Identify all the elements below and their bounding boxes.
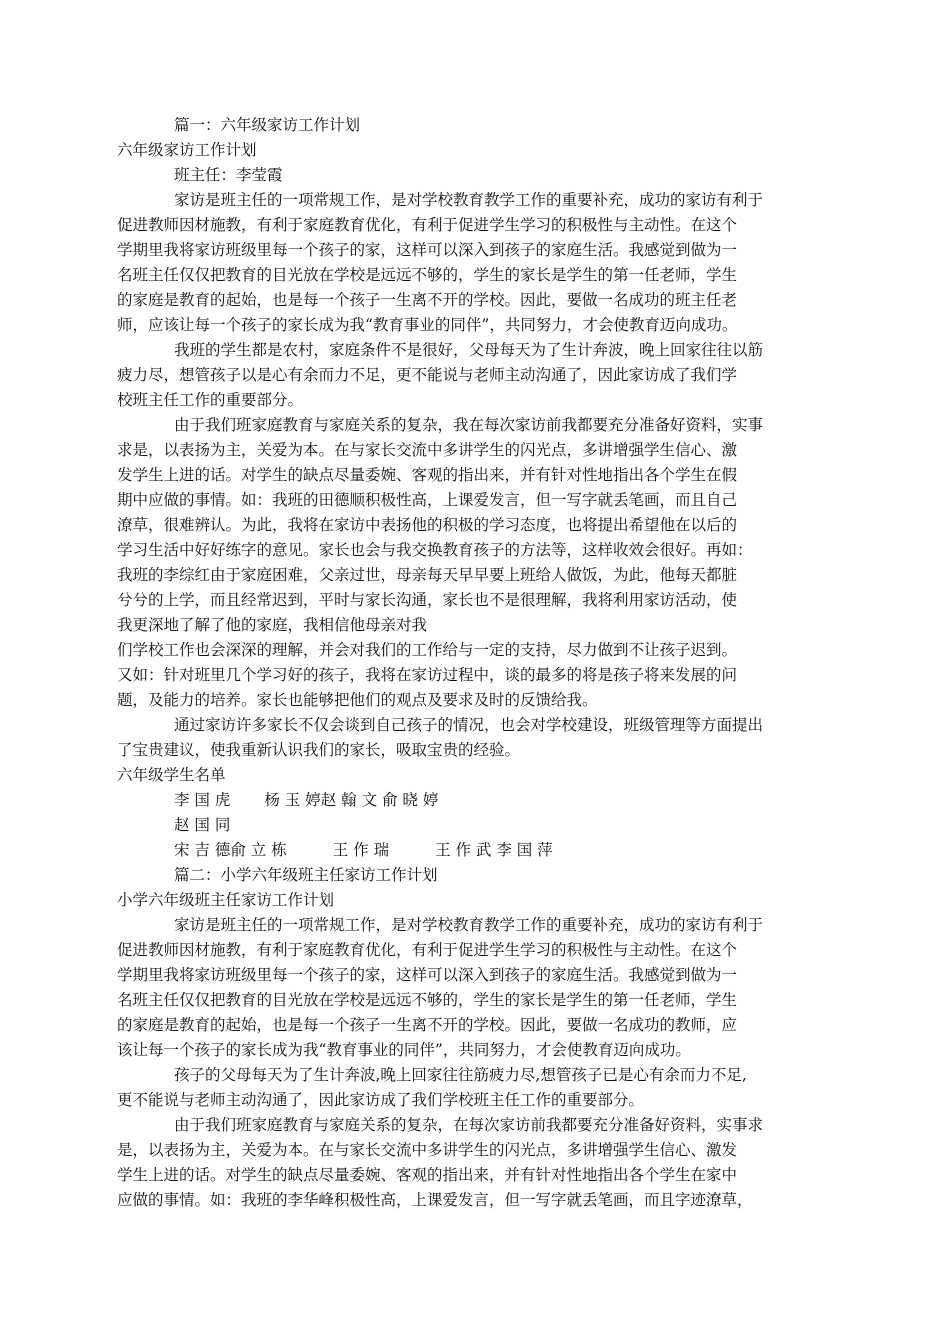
student-name: 王 作 武 李 国 萍 bbox=[435, 841, 553, 859]
text-line: 们学校工作也会深深的理解，并会对我们的工作给与一定的支持，尽力做到不让孩子迟到。 bbox=[117, 641, 738, 659]
paragraph bbox=[117, 188, 817, 338]
paragraph bbox=[117, 1063, 817, 1113]
paragraph bbox=[117, 913, 817, 1063]
student-name: 李 国 虎 bbox=[174, 791, 231, 809]
paragraph bbox=[117, 413, 817, 713]
text-line: 校班主任工作的重要部分。 bbox=[117, 391, 304, 409]
text-line: 求是，以表扬为主，关爱为本。在与家长交流中多讲学生的闪光点，多讲增强学生信心、激 bbox=[117, 441, 738, 459]
text-line: 又如：针对班里几个学习好的孩子，我将在家访过程中，谈的最多的将是孩子将来发展的问 bbox=[117, 666, 738, 684]
text-line: 我更深地了解了他的家庭，我相信他母亲对我 bbox=[117, 616, 428, 634]
student-name: 赵 国 同 bbox=[174, 816, 231, 834]
text-line: 家访是班主任的一项常规工作，是对学校教育教学工作的重要补充，成功的家访有利于 bbox=[174, 916, 764, 934]
student-name: 王 作 瑞 bbox=[332, 841, 390, 859]
student-name: 宋 吉 德俞 立 栋 bbox=[174, 841, 287, 859]
text-line: 潦草，很难辨认。为此，我将在家访中表扬他的积极的学习态度，也将提出希望他在以后的 bbox=[117, 516, 738, 534]
text-line: 了宝贵建议，使我重新认识我们的家长，吸取宝贵的经验。 bbox=[117, 741, 521, 759]
text-line: 兮兮的上学，而且经常迟到，平时与家长沟通，家长也不是很理解，我将利用家访活动，使 bbox=[117, 591, 738, 609]
text-line: 师，应该让每一个孩子的家长成为我“教育事业的同伴”，共同努力，才会使教育迈向成功。 bbox=[117, 316, 738, 334]
names-row bbox=[117, 813, 817, 838]
text-line: 疲力尽，想管孩子以是心有余而力不足，更不能说与老师主动沟通了，因此家访成了我们学 bbox=[117, 366, 738, 384]
text-line: 名班主任仅仅把教育的目光放在学校是远远不够的，学生的家长是学生的第一任老师，学生 bbox=[117, 266, 738, 284]
text-line: 通过家访许多家长不仅会谈到自己孩子的情况，也会对学校建设，班级管理等方面提出 bbox=[174, 716, 764, 734]
text-line: 该让每一个孩子的家长成为我“教育事业的同伴”，共同努力，才会使教育迈向成功。 bbox=[117, 1041, 691, 1059]
names-row bbox=[117, 788, 817, 813]
text-line: 孩子的父母每天为了生计奔波,晚上回家往往筋疲力尽,想管孩子已是心有余而力不足, bbox=[174, 1066, 747, 1084]
text-line: 学期里我将家访班级里每一个孩子的家，这样可以深入到孩子的家庭生活。我感觉到做为一 bbox=[117, 241, 738, 259]
text-line: 我班的学生都是农村，家庭条件不是很好，父母每天为了生计奔波，晚上回家往往以筋 bbox=[174, 341, 764, 359]
text-line: 学习生活中好好练字的意见。家长也会与我交换教育孩子的方法等，这样收效会很好。再如： bbox=[117, 541, 753, 559]
text-line: 的家庭是教育的起始，也是每一个孩子一生离不开的学校。因此，要做一名成功的班主任老 bbox=[117, 291, 738, 309]
text-line: 我班的李综红由于家庭困难，父亲过世，母亲每天早早要上班给人做饭，为此，他每天都脏 bbox=[117, 566, 738, 584]
paragraph bbox=[117, 713, 817, 763]
text-line: 由于我们班家庭教育与家庭关系的复杂，在每次家访前我都要充分准备好资料，实事求 bbox=[174, 1116, 764, 1134]
text-line: 题，及能力的培养。家长也能够把他们的观点及要求及时的反馈给我。 bbox=[117, 691, 598, 709]
text-line: 更不能说与老师主动沟通了，因此家访成了我们学校班主任工作的重要部分。 bbox=[117, 1091, 645, 1109]
teacher-line: 班主任：李莹霞 bbox=[174, 166, 283, 184]
names-row bbox=[117, 838, 817, 863]
text-line: 学生上进的话。对学生的缺点尽量委婉、客观的指出来，并有针对性地指出各个学生在家中 bbox=[117, 1166, 738, 1184]
student-name: 杨 玉 婷赵 翰 文 俞 晓 婷 bbox=[264, 791, 439, 809]
paragraph bbox=[117, 1113, 817, 1213]
document-title: 小学六年级班主任家访工作计划 bbox=[117, 891, 335, 909]
text-line: 由于我们班家庭教育与家庭关系的复杂，我在每次家访前我都要充分准备好资料，实事 bbox=[174, 416, 764, 434]
text-line: 学期里我将家访班级里每一个孩子的家，这样可以深入到孩子的家庭生活。我感觉到做为一 bbox=[117, 966, 738, 984]
text-line: 促进教师因材施教，有利于家庭教育优化，有利于促进学生学习的积极性与主动性。在这个 bbox=[117, 216, 738, 234]
names-title: 六年级学生名单 bbox=[117, 766, 226, 784]
text-line: 名班主任仅仅把教育的目光放在学校是远远不够的，学生的家长是学生的第一任老师，学生 bbox=[117, 991, 738, 1009]
document-title: 六年级家访工作计划 bbox=[117, 141, 257, 159]
text-line: 促进教师因材施教，有利于家庭教育优化，有利于促进学生学习的积极性与主动性。在这个 bbox=[117, 941, 738, 959]
paragraph bbox=[117, 338, 817, 413]
text-line: 是，以表扬为主，关爱为本。在与家长交流中多讲学生的闪光点，多讲增强学生信心、激发 bbox=[117, 1141, 738, 1159]
text-line: 期中应做的事情。如：我班的田德顺积极性高，上课爱发言，但一写字就丢笔画，而且自己 bbox=[117, 491, 738, 509]
document-page bbox=[117, 113, 817, 1213]
text-line: 家访是班主任的一项常规工作，是对学校教育教学工作的重要补充，成功的家访有利于 bbox=[174, 191, 764, 209]
text-line: 的家庭是教育的起始，也是每一个孩子一生离不开的学校。因此，要做一名成功的教师，应 bbox=[117, 1016, 738, 1034]
section-heading: 篇二：小学六年级班主任家访工作计划 bbox=[174, 866, 438, 884]
section-heading: 篇一：六年级家访工作计划 bbox=[174, 116, 361, 134]
text-line: 发学生上进的话。对学生的缺点尽量委婉、客观的指出来，并有针对性地指出各个学生在假 bbox=[117, 466, 738, 484]
text-line: 应做的事情。如：我班的李华峰积极性高，上课爱发言，但一写字就丢笔画，而且字迹潦草， bbox=[117, 1191, 753, 1209]
